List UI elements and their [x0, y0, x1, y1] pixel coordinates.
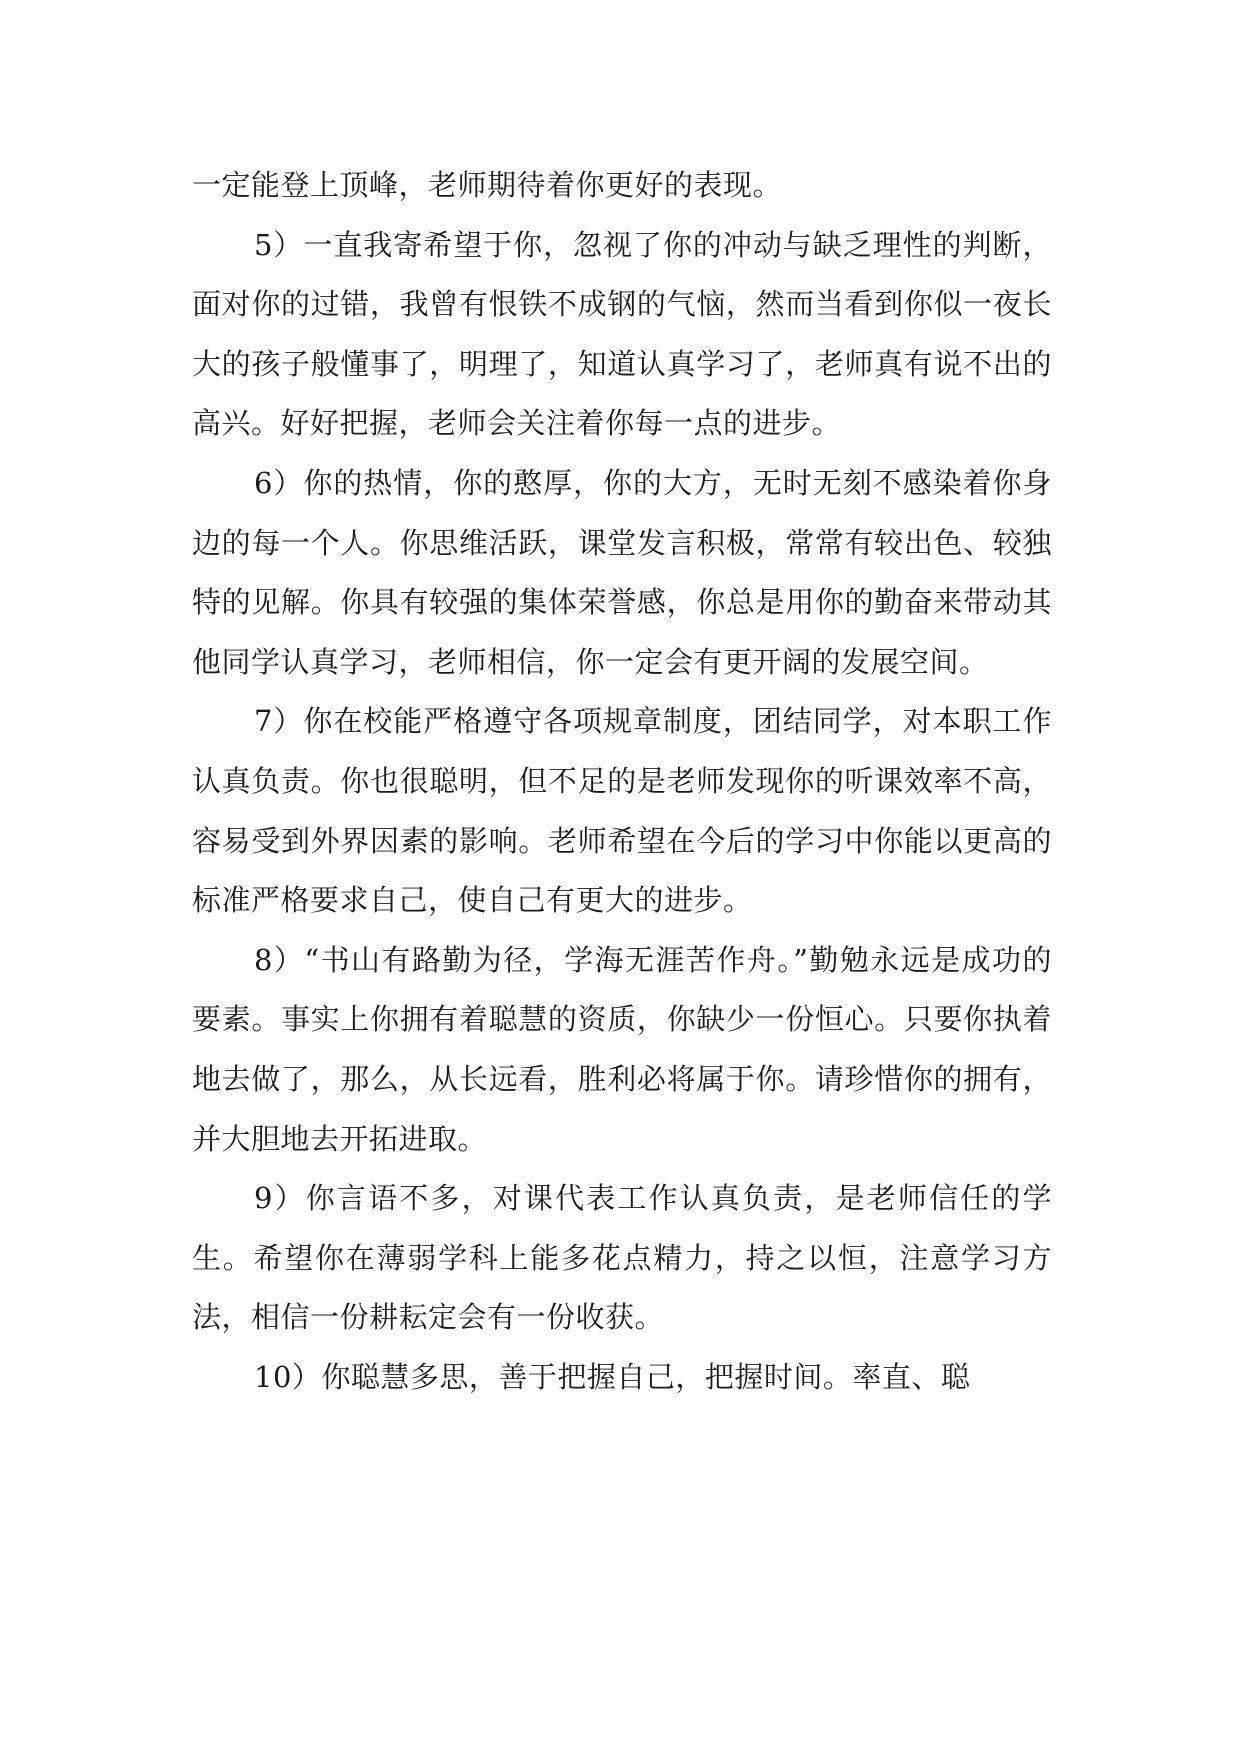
- paragraph-comment-9: 9）你言语不多，对课代表工作认真负责，是老师信任的学生。希望你在薄弱学科上能多花点精力，持之以恒，注意学习方法，相信一份耕耘定会有一份收获。: [192, 1181, 1052, 1335]
- paragraph-comment-6: 6）你的热情，你的憨厚，你的大方，无时无刻不感染着你身边的每一个人。你思维活跃，课堂发言积极，常常有较出色、较独特的见解。你具有较强的集体荣誉感，你总是用你的勤奋来带动其他同学认真学习，老师相信，你一定会有更开阔的发展空间。: [192, 465, 1052, 679]
- paragraph-comment-5: 5）一直我寄希望于你，忽视了你的冲动与缺乏理性的判断，面对你的过错，我曾有恨铁不成钢的气恼，然而当看到你似一夜长大的孩子般懂事了，明理了，知道认真学习了，老师真有说不出的高兴。好好把握，老师会关注着你每一点的进步。: [192, 227, 1052, 441]
- paragraph-comment-8: 8）“书山有路勤为径，学海无涯苦作舟。”勤勉永远是成功的要素。事实上你拥有着聪慧的资质，你缺少一份恒心。只要你执着地去做了，那么，从长远看，胜利必将属于你。请珍惜你的拥有，并大胆地去开拓进取。: [192, 942, 1052, 1156]
- paragraph-comment-10: 10）你聪慧多思，善于把握自己，把握时间。率直、聪: [254, 1359, 971, 1394]
- paragraph-comment-7: 7）你在校能严格遵守各项规章制度，团结同学，对本职工作认真负责。你也很聪明，但不足的是老师发现你的听课效率不高，容易受到外界因素的影响。老师希望在今后的学习中你能以更高的标准严格要求自己，使自己有更大的进步。: [192, 704, 1052, 918]
- document-body: [192, 156, 1052, 1407]
- paragraph-continuation: 一定能登上顶峰，老师期待着你更好的表现。: [192, 168, 783, 202]
